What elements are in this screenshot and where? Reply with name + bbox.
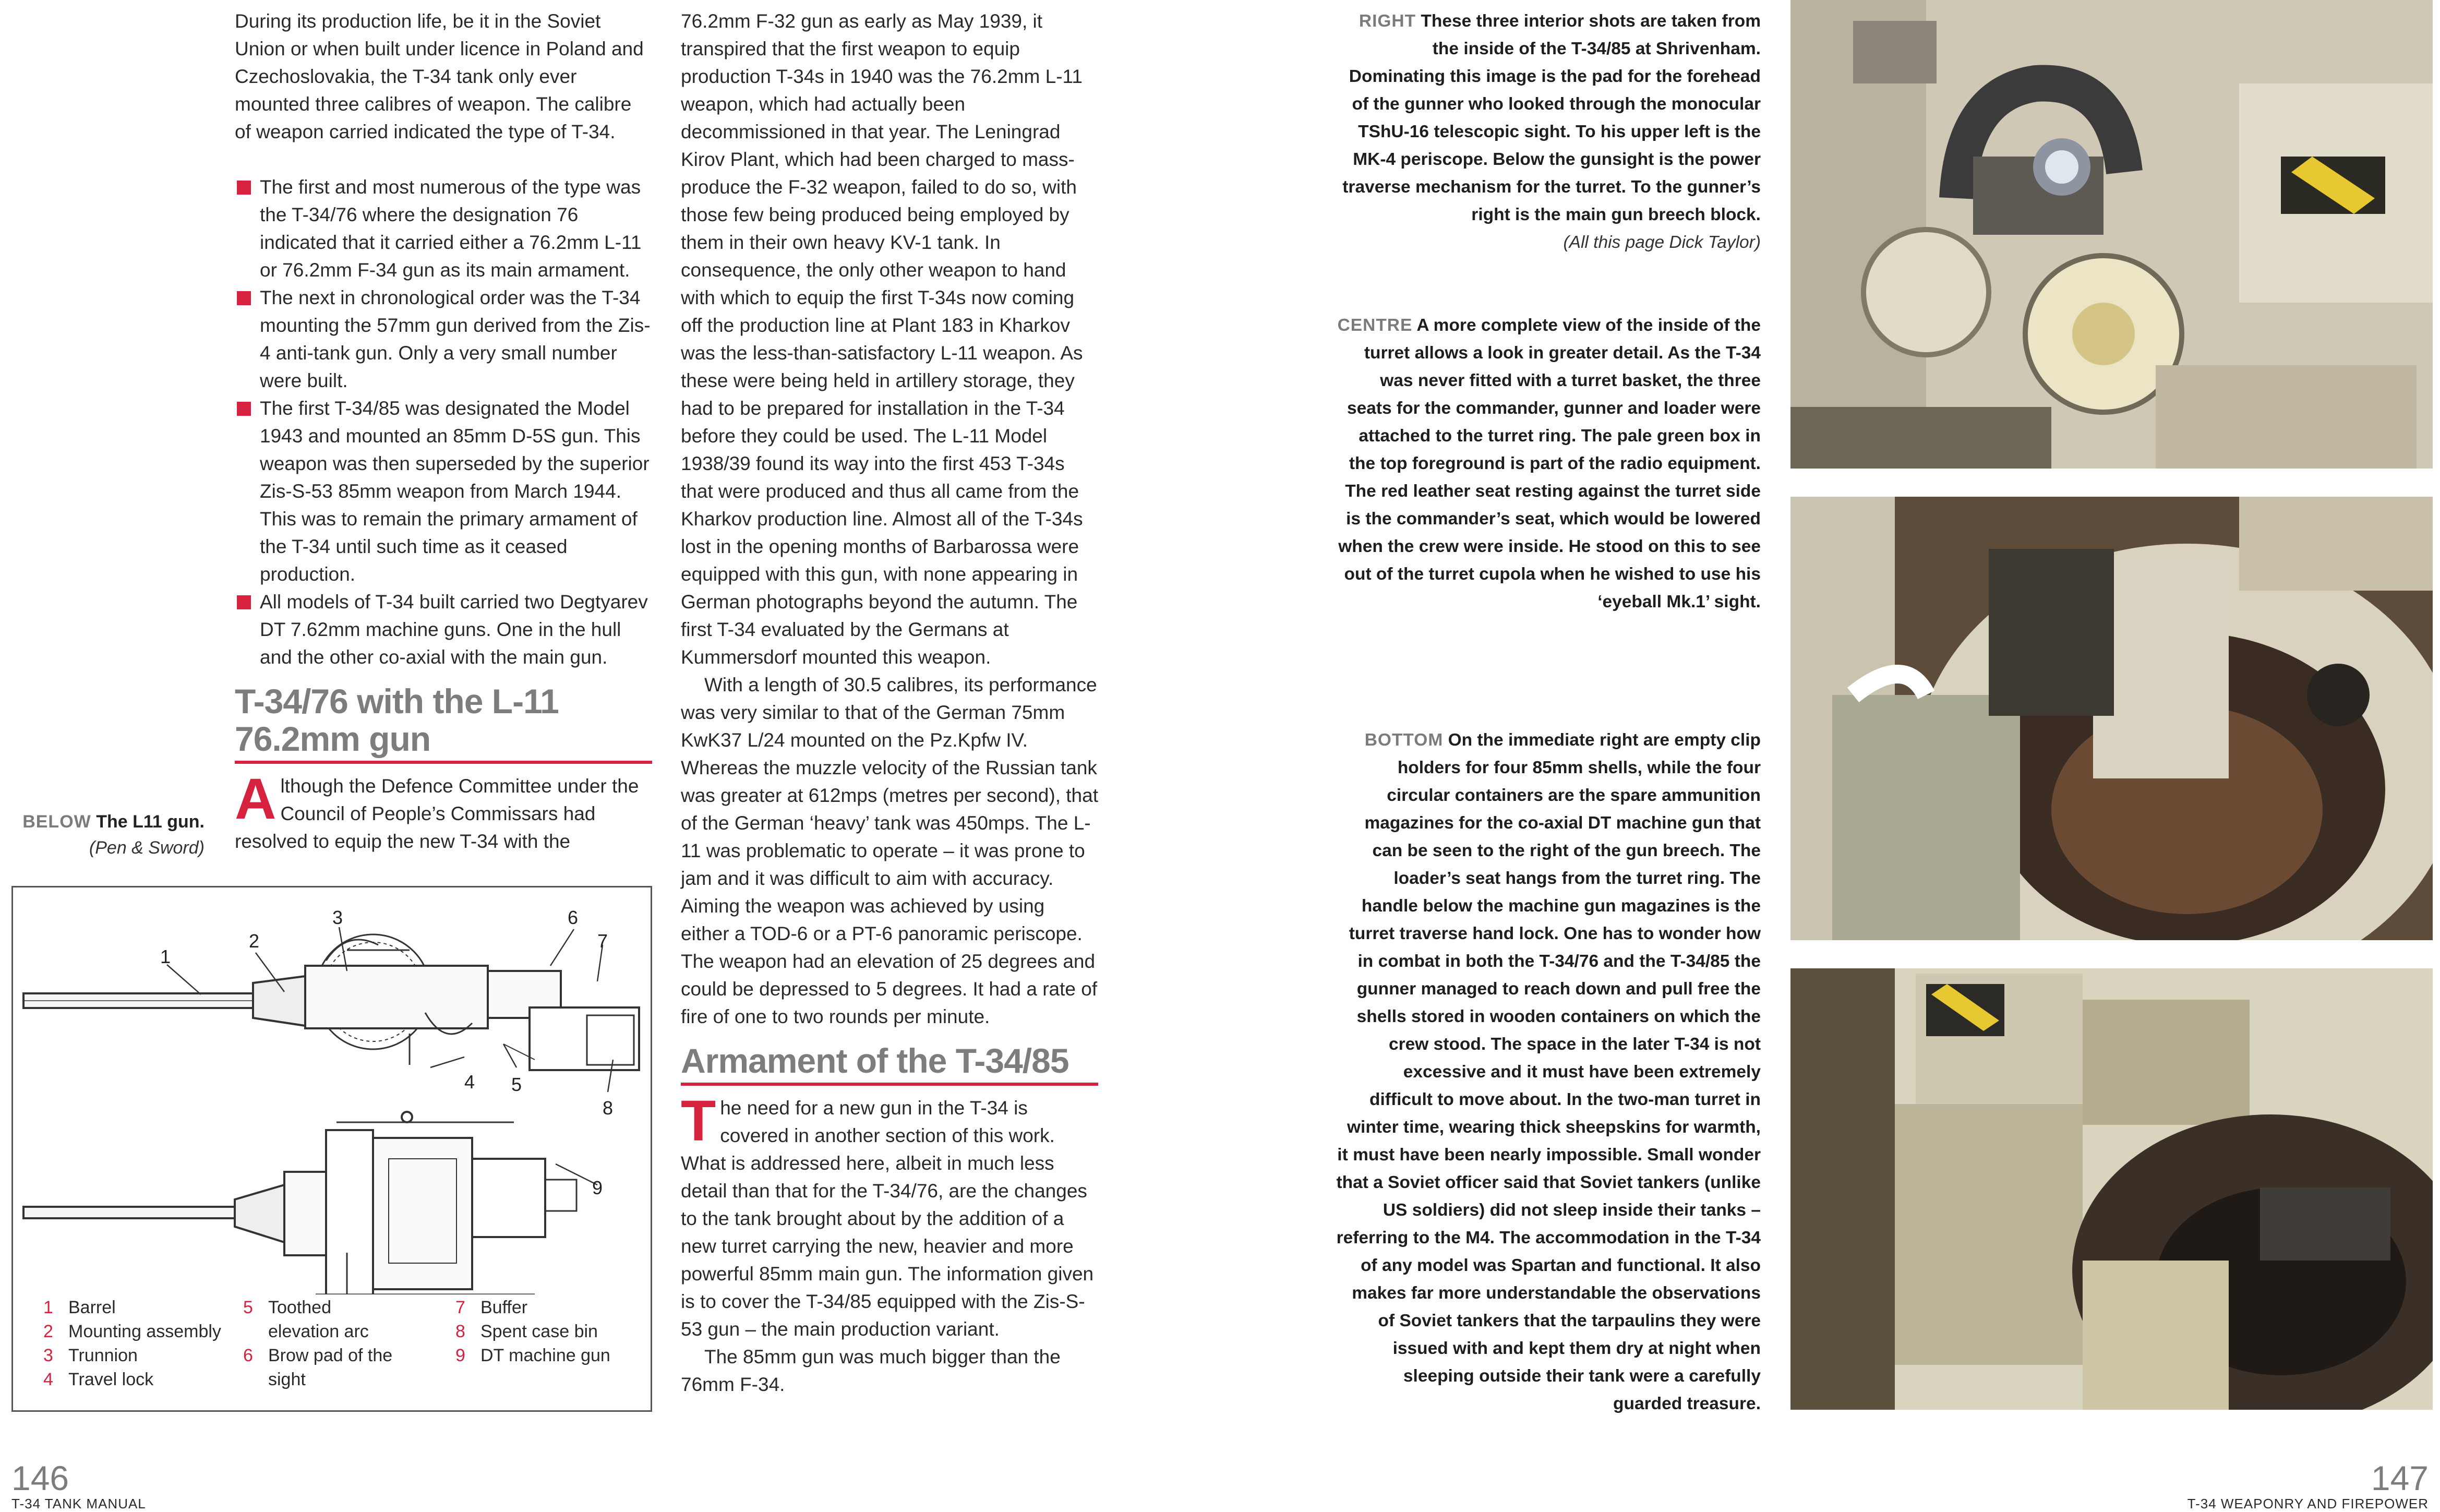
body-paragraph: 76.2mm F-32 gun as early as May 1939, it transpired that the first weapon to equip production T-34s in 1940 was the 76.2mm L-11 weapon, which had actually been decommissioned in that year. The Leningrad Kirov Plant, which had been charged to mass-produce the F-32 weapon, failed to do so, with those few being produced being employed by them in their own heavy KV-1 tank. In consequence, the only other weapon to hand with which to equip the first T-34s now coming off the production line at Plant 183 in Kharkov was the less-than-satisfactory L-11 weapon. As these were being held in artillery storage, they had to be prepared for installation in the T-34 before they could be used. The L-11 Model 1938/39 found its way into the first 453 T-34s that were produced and thus all came from the Kharkov production line. Almost all of the T-34s lost in the opening months of Barbarossa were equipped with this gun, with none appearing in German photographs beyond the autumn. The first T-34 evaluated by the Germans at Kummersdorf mounted this weapon.	[681, 10, 1083, 668]
legend-item	[243, 1295, 431, 1343]
calibre-bullet-list	[235, 173, 652, 671]
photo-placeholder-image	[1790, 497, 2433, 940]
caption-label: RIGHT	[1359, 11, 1416, 31]
legend-text: Spent case bin	[480, 1322, 598, 1341]
gun-line-drawing	[13, 887, 651, 1294]
legend-item	[455, 1343, 643, 1367]
drop-cap: T	[681, 1089, 716, 1153]
legend-item	[243, 1343, 431, 1391]
caption-right	[1336, 7, 1761, 256]
legend-item	[43, 1367, 242, 1391]
legend-text: Toothed elevation arc	[268, 1298, 369, 1341]
legend-item	[455, 1319, 643, 1343]
photo-gunner-position	[1790, 0, 2433, 469]
l11-gun-diagram	[11, 886, 652, 1412]
left-column-1	[235, 7, 652, 855]
callout-6: 6	[568, 907, 579, 928]
caption-text: The L11 gun.	[96, 812, 205, 832]
caption-credit: (Pen & Sword)	[89, 838, 205, 858]
callout-4: 4	[464, 1071, 475, 1093]
legend-number: 5	[243, 1298, 253, 1317]
caption-label: BELOW	[22, 812, 91, 832]
legend-text: DT machine gun	[480, 1346, 610, 1365]
caption-text: On the immediate right are empty clip holders for four 85mm shells, while the four circular containers are the spare ammunition magazines for the co-axial DT machine gun that can be seen to the right of the gun breech. The loader’s seat hangs from the turret ring. The handle below the machine gun magazines is the turret traverse hand lock. One has to wonder how in combat in both the T-34/76 and the T-34/85 the gunner managed to reach down and pull free the shells stored in wooden containers on which the crew stood. The space in the later T-34 is not excessive and it must have been extremely difficult to move about. In the two-man turret in winter time, wearing thick sheepskins for warmth, it must have been nearly impossible. Small wonder that a Soviet officer said that Soviet tankers (unlike US soldiers) did not sleep inside their tanks – referring to the M4. The accommodation in the T-34 of any model was Spartan and functional. It also makes far more understandable the observations of Soviet tankers that the tarpaulins they were issued with and kept them dry at night when sleeping outside their tank were a carefully guarded treasure.	[1336, 730, 1761, 1413]
legend-text: Travel lock	[68, 1370, 154, 1389]
legend-number: 8	[455, 1322, 465, 1341]
section-l11-text: lthough the Defence Committee under the Council of People’s Commissars had resolved to equip the new T-34 with the	[235, 775, 639, 852]
photo-placeholder-image	[1790, 968, 2433, 1410]
callout-9: 9	[592, 1177, 603, 1198]
caption-label: BOTTOM	[1364, 730, 1444, 750]
caption-centre	[1336, 311, 1761, 616]
caption-text: These three interior shots are taken from the inside of the T-34/85 at Shrivenham. Dominating this image is the pad for the forehead of the gunner who looked through the monocular TShU-16 telescopic sight. To his upper left is the MK-4 periscope. Below the gunsight is the power traverse mechanism for the turret. To the gunner’s right is the main gun breech block.	[1342, 11, 1761, 224]
diagram-caption	[10, 809, 205, 861]
bullet-item: The next in chronological order was the T-34 mounting the 57mm gun derived from the Zis-4 anti-tank gun. Only a very small number were built.	[235, 284, 652, 394]
bullet-item: The first and most numerous of the type was the T-34/76 where the designation 76 indicated that it carried either a 76.2mm L-11 or 76.2mm F-34 gun as its main armament.	[235, 173, 652, 284]
legend-text: Trunnion	[68, 1346, 138, 1365]
legend-number: 2	[43, 1322, 53, 1341]
legend-text: Buffer	[480, 1298, 528, 1317]
legend-text: Brow pad of the sight	[268, 1346, 393, 1389]
callout-1: 1	[160, 946, 171, 967]
drop-cap: A	[235, 767, 277, 831]
running-footer-right: T-34 WEAPONRY AND FIREPOWER	[2187, 1496, 2429, 1511]
left-column-2	[681, 7, 1098, 1398]
legend-number: 3	[43, 1346, 53, 1365]
section-t34-85-paragraph	[681, 1089, 1098, 1343]
photo-turret-interior	[1790, 497, 2433, 940]
bullet-item: The first T-34/85 was designated the Model 1943 and mounted an 85mm D-5S gun. This weapon was then superseded by the superior Zis-S-53 85mm weapon from March 1944. This was to remain the primary armament of the T-34 until such time as it ceased production.	[235, 394, 652, 588]
callout-8: 8	[603, 1097, 614, 1119]
section-heading-t34-85: Armament of the T-34/85	[681, 1042, 1098, 1086]
legend-number: 4	[43, 1370, 53, 1389]
caption-bottom	[1336, 726, 1761, 1418]
legend-item	[43, 1343, 242, 1367]
legend-item	[455, 1295, 643, 1319]
intro-paragraph: During its production life, be it in the Soviet Union or when built under licence in Poland and Czechoslovakia, the T-34 tank only ever mounted three calibres of weapon. The calibre of weapon carried indicated the type of T-34.	[235, 10, 644, 142]
callout-5: 5	[511, 1074, 522, 1095]
photo-placeholder-image	[1790, 0, 2433, 469]
caption-text: A more complete view of the inside of the turret allows a look in greater detail. As the T-34 was never fitted with a turret basket, the three seats for the commander, gunner and loader were attached to the turret ring. The pale green box in the top foreground is part of the radio equipment. The red leather seat resting against the turret side is the commander’s seat, which would be lowered when the crew were inside. He stood on this to see out of the turret cupola when he wished to use his ‘eyeball Mk.1’ sight.	[1338, 316, 1761, 611]
legend-number: 1	[43, 1298, 53, 1317]
caption-label: CENTRE	[1337, 316, 1413, 335]
running-footer-left: T-34 TANK MANUAL	[11, 1496, 146, 1511]
legend-item	[43, 1295, 242, 1319]
page-number-right: 147	[2371, 1459, 2429, 1497]
callout-2: 2	[249, 930, 260, 952]
section-t34-85-text: he need for a new gun in the T-34 is covered in another section of this work. What is addressed here, albeit in much less detail than that for the T-34/76, are the changes to the tank brought about by the addition of a new turret carrying the new, heavier and more powerful 85mm main gun. The information given is to cover the T-34/85 equipped with the Zis-S-53 gun – the main production variant.	[681, 1097, 1094, 1340]
section-heading-l11: T-34/76 with the L-11 76.2mm gun	[235, 682, 652, 764]
legend-item	[43, 1319, 242, 1343]
page-number-left: 146	[11, 1459, 69, 1497]
caption-credit: (All this page Dick Taylor)	[1563, 233, 1761, 252]
legend-text: Mounting assembly	[68, 1322, 221, 1341]
photo-loader-position	[1790, 968, 2433, 1410]
callout-3: 3	[332, 907, 343, 928]
section-l11-paragraph	[235, 767, 652, 855]
legend-number: 7	[455, 1298, 465, 1317]
callout-7: 7	[597, 930, 608, 952]
body-paragraph: With a length of 30.5 calibres, its performance was very similar to that of the German 75mm KwK37 L/24 mounted on the Pz.Kpfw IV. Whereas the muzzle velocity of the Russian tank was greater at 612mps (metres per second), that of the German ‘heavy’ tank was 450mps. The L-11 was problematic to operate – it was prone to jam and it was difficult to aim with accuracy. Aiming the weapon was achieved by using either a TOD-6 or a PT-6 panoramic periscope. The weapon had an elevation of 25 degrees and could be depressed to 5 degrees. It had a rate of fire of one to two rounds per minute.	[681, 674, 1098, 1027]
legend-number: 9	[455, 1346, 465, 1365]
legend-text: Barrel	[68, 1298, 116, 1317]
body-paragraph: The 85mm gun was much bigger than the 76mm F-34.	[681, 1346, 1061, 1395]
bullet-item: All models of T-34 built carried two Degtyarev DT 7.62mm machine guns. One in the hull and the other co-axial with the main gun.	[235, 588, 652, 671]
legend-number: 6	[243, 1346, 253, 1365]
